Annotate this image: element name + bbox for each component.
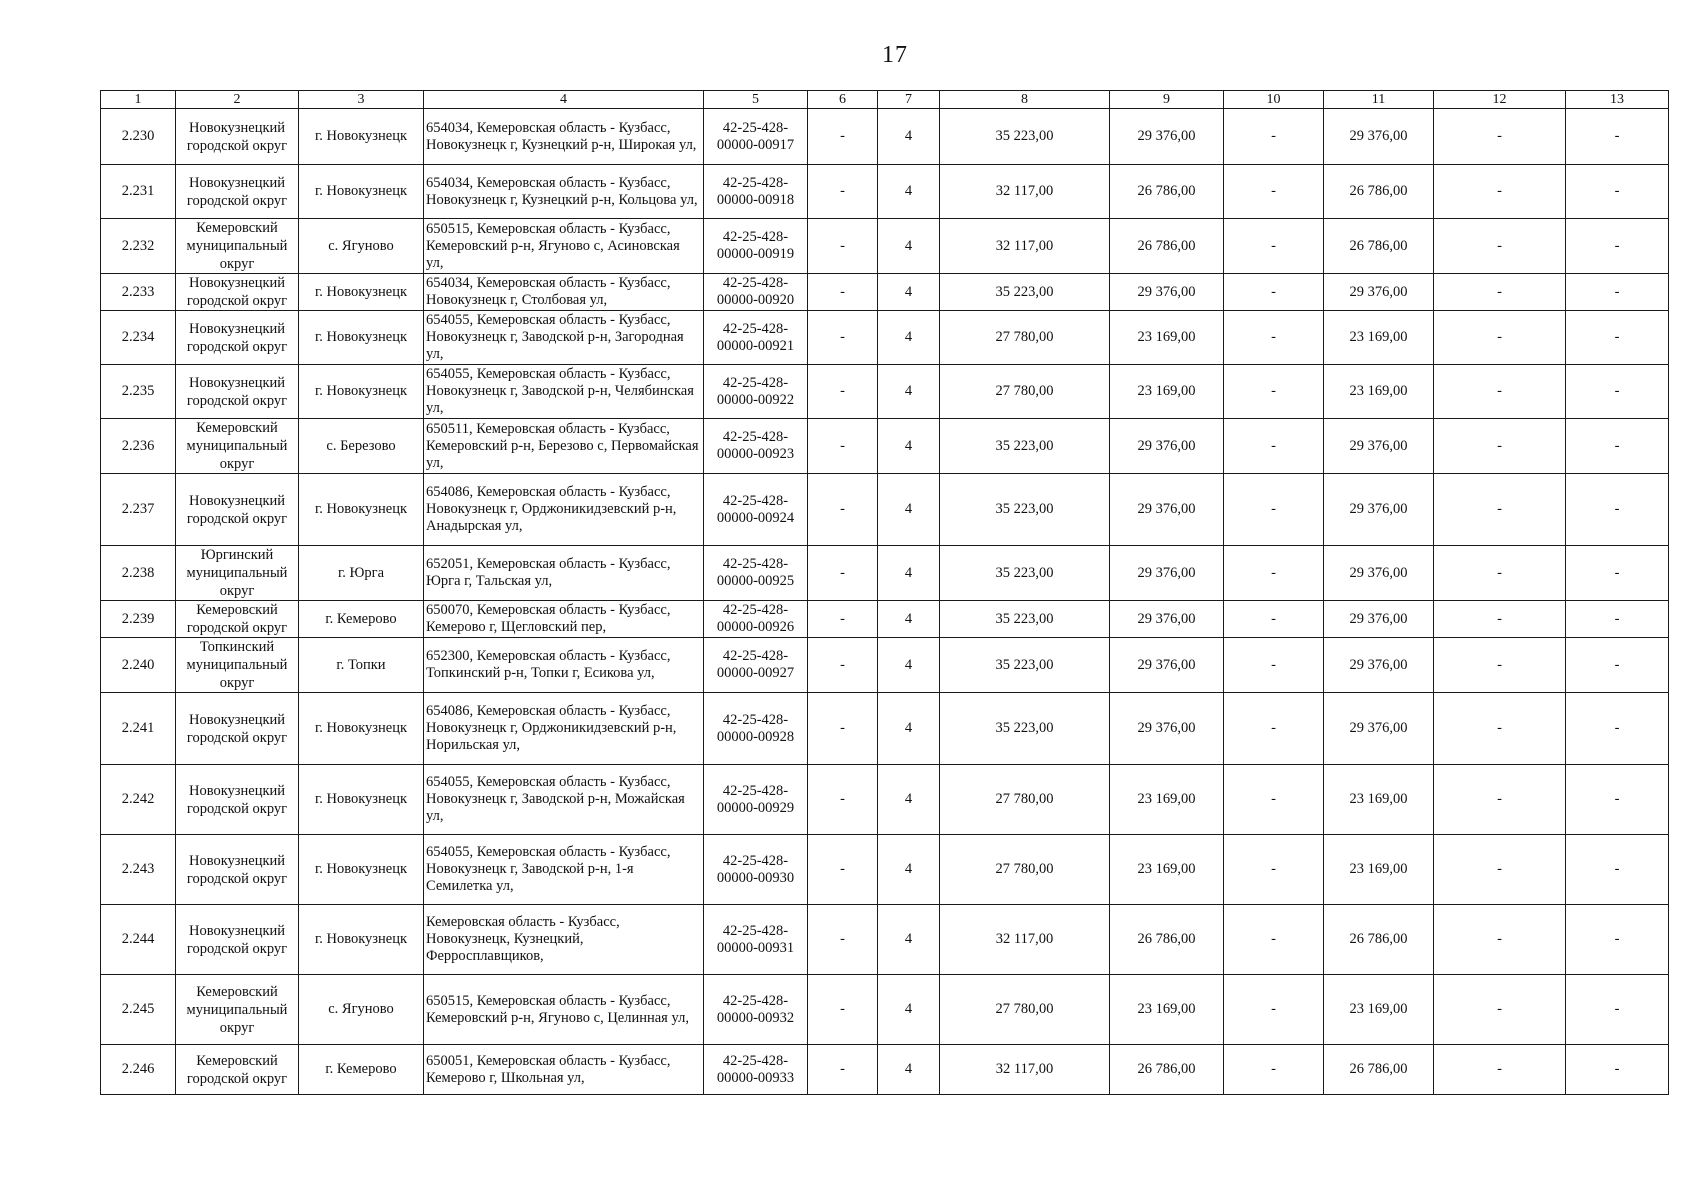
col13-cell: - (1566, 1045, 1669, 1095)
locality-cell: г. Новокузнецк (299, 765, 424, 835)
col13-cell: - (1566, 365, 1669, 419)
column-header-9: 9 (1110, 91, 1224, 109)
col8-amount-cell: 35 223,00 (940, 638, 1110, 693)
column-header-1: 1 (101, 91, 176, 109)
col10-cell: - (1224, 109, 1324, 165)
col9-amount-cell: 26 786,00 (1110, 165, 1224, 219)
col7-cell: 4 (878, 1045, 940, 1095)
code-cell: 42-25-428-00000-00933 (704, 1045, 808, 1095)
address-cell: 650070, Кемеровская область - Кузбасс, Кемерово г, Щегловский пер, (424, 601, 704, 638)
col12-cell: - (1434, 693, 1566, 765)
code-cell: 42-25-428-00000-00918 (704, 165, 808, 219)
col8-amount-cell: 35 223,00 (940, 274, 1110, 311)
locality-cell: г. Новокузнецк (299, 109, 424, 165)
row-number-cell: 2.239 (101, 601, 176, 638)
code-cell: 42-25-428-00000-00925 (704, 546, 808, 601)
table-row (101, 109, 1669, 165)
col12-cell: - (1434, 601, 1566, 638)
table-row (101, 219, 1669, 274)
address-cell: 650511, Кемеровская область - Кузбасс, Кемеровский р-н, Березово с, Первомайская ул, (424, 419, 704, 474)
col10-cell: - (1224, 975, 1324, 1045)
col8-amount-cell: 27 780,00 (940, 765, 1110, 835)
col6-cell: - (808, 835, 878, 905)
col12-cell: - (1434, 975, 1566, 1045)
col8-amount-cell: 27 780,00 (940, 835, 1110, 905)
col13-cell: - (1566, 975, 1669, 1045)
row-number-cell: 2.241 (101, 693, 176, 765)
col11-amount-cell: 23 169,00 (1324, 835, 1434, 905)
col12-cell: - (1434, 419, 1566, 474)
locality-cell: г. Новокузнецк (299, 165, 424, 219)
code-cell: 42-25-428-00000-00921 (704, 311, 808, 365)
table-row (101, 165, 1669, 219)
col11-amount-cell: 26 786,00 (1324, 1045, 1434, 1095)
col8-amount-cell: 35 223,00 (940, 693, 1110, 765)
locality-cell: г. Топки (299, 638, 424, 693)
table-row (101, 311, 1669, 365)
col8-amount-cell: 32 117,00 (940, 1045, 1110, 1095)
col10-cell: - (1224, 546, 1324, 601)
col6-cell: - (808, 109, 878, 165)
col12-cell: - (1434, 474, 1566, 546)
col7-cell: 4 (878, 638, 940, 693)
code-cell: 42-25-428-00000-00929 (704, 765, 808, 835)
col13-cell: - (1566, 165, 1669, 219)
row-number-cell: 2.232 (101, 219, 176, 274)
locality-cell: г. Кемерово (299, 601, 424, 638)
code-cell: 42-25-428-00000-00919 (704, 219, 808, 274)
col6-cell: - (808, 905, 878, 975)
row-number-cell: 2.235 (101, 365, 176, 419)
col11-amount-cell: 26 786,00 (1324, 905, 1434, 975)
col8-amount-cell: 27 780,00 (940, 975, 1110, 1045)
locality-cell: г. Новокузнецк (299, 474, 424, 546)
col6-cell: - (808, 474, 878, 546)
col12-cell: - (1434, 1045, 1566, 1095)
col11-amount-cell: 26 786,00 (1324, 219, 1434, 274)
code-cell: 42-25-428-00000-00928 (704, 693, 808, 765)
address-cell: 654086, Кемеровская область - Кузбасс, Новокузнецк г, Орджоникидзевский р-н, Анадырская ул, (424, 474, 704, 546)
locality-cell: г. Новокузнецк (299, 365, 424, 419)
address-cell: 654034, Кемеровская область - Кузбасс, Новокузнецк г, Кузнецкий р-н, Кольцова ул, (424, 165, 704, 219)
col9-amount-cell: 23 169,00 (1110, 765, 1224, 835)
col6-cell: - (808, 601, 878, 638)
col6-cell: - (808, 419, 878, 474)
col13-cell: - (1566, 638, 1669, 693)
column-header-4: 4 (424, 91, 704, 109)
col13-cell: - (1566, 274, 1669, 311)
table-row (101, 365, 1669, 419)
col8-amount-cell: 35 223,00 (940, 474, 1110, 546)
address-cell: 652300, Кемеровская область - Кузбасс, Топкинский р-н, Топки г, Есикова ул, (424, 638, 704, 693)
address-cell: 654055, Кемеровская область - Кузбасс, Новокузнецк г, Заводской р-н, 1-я Семилетка ул, (424, 835, 704, 905)
code-cell: 42-25-428-00000-00931 (704, 905, 808, 975)
district-cell: Кемеровский муниципальный округ (176, 219, 299, 274)
locality-cell: г. Новокузнецк (299, 693, 424, 765)
col9-amount-cell: 29 376,00 (1110, 274, 1224, 311)
col9-amount-cell: 29 376,00 (1110, 601, 1224, 638)
col9-amount-cell: 23 169,00 (1110, 975, 1224, 1045)
col6-cell: - (808, 365, 878, 419)
col13-cell: - (1566, 311, 1669, 365)
col7-cell: 4 (878, 219, 940, 274)
table-row (101, 835, 1669, 905)
col11-amount-cell: 29 376,00 (1324, 274, 1434, 311)
col12-cell: - (1434, 365, 1566, 419)
col8-amount-cell: 27 780,00 (940, 365, 1110, 419)
col7-cell: 4 (878, 365, 940, 419)
col13-cell: - (1566, 693, 1669, 765)
col11-amount-cell: 23 169,00 (1324, 975, 1434, 1045)
table-row (101, 546, 1669, 601)
col10-cell: - (1224, 601, 1324, 638)
col11-amount-cell: 29 376,00 (1324, 638, 1434, 693)
district-cell: Новокузнецкий городской округ (176, 165, 299, 219)
table-row (101, 975, 1669, 1045)
address-cell: 654034, Кемеровская область - Кузбасс, Новокузнецк г, Столбовая ул, (424, 274, 704, 311)
col13-cell: - (1566, 601, 1669, 638)
col10-cell: - (1224, 693, 1324, 765)
col7-cell: 4 (878, 835, 940, 905)
col11-amount-cell: 29 376,00 (1324, 109, 1434, 165)
col10-cell: - (1224, 1045, 1324, 1095)
col9-amount-cell: 26 786,00 (1110, 219, 1224, 274)
table-row (101, 638, 1669, 693)
district-cell: Новокузнецкий городской округ (176, 835, 299, 905)
address-cell: 654055, Кемеровская область - Кузбасс, Новокузнецк г, Заводской р-н, Можайская ул, (424, 765, 704, 835)
district-cell: Юргинский муниципальный округ (176, 546, 299, 601)
col12-cell: - (1434, 905, 1566, 975)
col6-cell: - (808, 274, 878, 311)
col9-amount-cell: 26 786,00 (1110, 905, 1224, 975)
col11-amount-cell: 26 786,00 (1324, 165, 1434, 219)
column-header-7: 7 (878, 91, 940, 109)
table-row (101, 1045, 1669, 1095)
registry-table (100, 90, 1669, 1095)
col12-cell: - (1434, 311, 1566, 365)
col12-cell: - (1434, 165, 1566, 219)
col8-amount-cell: 32 117,00 (940, 165, 1110, 219)
col9-amount-cell: 23 169,00 (1110, 835, 1224, 905)
address-cell: 650051, Кемеровская область - Кузбасс, Кемерово г, Школьная ул, (424, 1045, 704, 1095)
col10-cell: - (1224, 219, 1324, 274)
col13-cell: - (1566, 546, 1669, 601)
code-cell: 42-25-428-00000-00930 (704, 835, 808, 905)
col13-cell: - (1566, 419, 1669, 474)
address-cell: 654055, Кемеровская область - Кузбасс, Новокузнецк г, Заводской р-н, Загородная ул, (424, 311, 704, 365)
address-cell: 652051, Кемеровская область - Кузбасс, Юрга г, Тальская ул, (424, 546, 704, 601)
col13-cell: - (1566, 474, 1669, 546)
col9-amount-cell: 29 376,00 (1110, 638, 1224, 693)
table-row (101, 905, 1669, 975)
col13-cell: - (1566, 109, 1669, 165)
col7-cell: 4 (878, 905, 940, 975)
locality-cell: с. Ягуново (299, 975, 424, 1045)
row-number-cell: 2.243 (101, 835, 176, 905)
col10-cell: - (1224, 365, 1324, 419)
column-header-11: 11 (1324, 91, 1434, 109)
row-number-cell: 2.242 (101, 765, 176, 835)
col9-amount-cell: 23 169,00 (1110, 365, 1224, 419)
col11-amount-cell: 29 376,00 (1324, 601, 1434, 638)
district-cell: Кемеровский городской округ (176, 1045, 299, 1095)
col13-cell: - (1566, 219, 1669, 274)
col7-cell: 4 (878, 419, 940, 474)
code-cell: 42-25-428-00000-00926 (704, 601, 808, 638)
column-header-2: 2 (176, 91, 299, 109)
code-cell: 42-25-428-00000-00922 (704, 365, 808, 419)
col11-amount-cell: 23 169,00 (1324, 365, 1434, 419)
col8-amount-cell: 35 223,00 (940, 419, 1110, 474)
col7-cell: 4 (878, 311, 940, 365)
code-cell: 42-25-428-00000-00927 (704, 638, 808, 693)
row-number-cell: 2.234 (101, 311, 176, 365)
code-cell: 42-25-428-00000-00923 (704, 419, 808, 474)
district-cell: Новокузнецкий городской округ (176, 109, 299, 165)
col10-cell: - (1224, 419, 1324, 474)
table-row (101, 765, 1669, 835)
col10-cell: - (1224, 165, 1324, 219)
col9-amount-cell: 29 376,00 (1110, 109, 1224, 165)
col11-amount-cell: 29 376,00 (1324, 474, 1434, 546)
col7-cell: 4 (878, 765, 940, 835)
col6-cell: - (808, 1045, 878, 1095)
table-body (101, 109, 1669, 1095)
col12-cell: - (1434, 546, 1566, 601)
col6-cell: - (808, 311, 878, 365)
column-header-6: 6 (808, 91, 878, 109)
col8-amount-cell: 35 223,00 (940, 546, 1110, 601)
col7-cell: 4 (878, 474, 940, 546)
col8-amount-cell: 32 117,00 (940, 219, 1110, 274)
district-cell: Кемеровский муниципальный округ (176, 419, 299, 474)
col6-cell: - (808, 765, 878, 835)
col6-cell: - (808, 546, 878, 601)
locality-cell: с. Березово (299, 419, 424, 474)
col7-cell: 4 (878, 165, 940, 219)
col9-amount-cell: 29 376,00 (1110, 419, 1224, 474)
row-number-cell: 2.230 (101, 109, 176, 165)
locality-cell: г. Кемерово (299, 1045, 424, 1095)
row-number-cell: 2.245 (101, 975, 176, 1045)
col11-amount-cell: 29 376,00 (1324, 419, 1434, 474)
col8-amount-cell: 35 223,00 (940, 109, 1110, 165)
row-number-cell: 2.236 (101, 419, 176, 474)
row-number-cell: 2.233 (101, 274, 176, 311)
table-row (101, 274, 1669, 311)
row-number-cell: 2.237 (101, 474, 176, 546)
address-cell: 650515, Кемеровская область - Кузбасс, Кемеровский р-н, Ягуново с, Целинная ул, (424, 975, 704, 1045)
col12-cell: - (1434, 219, 1566, 274)
col6-cell: - (808, 638, 878, 693)
column-header-8: 8 (940, 91, 1110, 109)
page-number: 17 (882, 42, 908, 68)
col9-amount-cell: 23 169,00 (1110, 311, 1224, 365)
col11-amount-cell: 23 169,00 (1324, 765, 1434, 835)
table-header (101, 91, 1669, 109)
col10-cell: - (1224, 835, 1324, 905)
header-row (101, 91, 1669, 109)
col11-amount-cell: 29 376,00 (1324, 546, 1434, 601)
column-header-13: 13 (1566, 91, 1669, 109)
col13-cell: - (1566, 835, 1669, 905)
district-cell: Новокузнецкий городской округ (176, 905, 299, 975)
col10-cell: - (1224, 765, 1324, 835)
district-cell: Новокузнецкий городской округ (176, 365, 299, 419)
col13-cell: - (1566, 765, 1669, 835)
district-cell: Новокузнецкий городской округ (176, 765, 299, 835)
col11-amount-cell: 29 376,00 (1324, 693, 1434, 765)
col9-amount-cell: 29 376,00 (1110, 546, 1224, 601)
col8-amount-cell: 35 223,00 (940, 601, 1110, 638)
code-cell: 42-25-428-00000-00920 (704, 274, 808, 311)
col10-cell: - (1224, 905, 1324, 975)
col10-cell: - (1224, 474, 1324, 546)
col12-cell: - (1434, 835, 1566, 905)
address-cell: Кемеровская область - Кузбасс, Новокузнецк, Кузнецкий, Ферросплавщиков, (424, 905, 704, 975)
locality-cell: г. Новокузнецк (299, 835, 424, 905)
col9-amount-cell: 29 376,00 (1110, 693, 1224, 765)
locality-cell: г. Новокузнецк (299, 905, 424, 975)
col7-cell: 4 (878, 693, 940, 765)
address-cell: 654055, Кемеровская область - Кузбасс, Новокузнецк г, Заводской р-н, Челябинская ул, (424, 365, 704, 419)
row-number-cell: 2.238 (101, 546, 176, 601)
row-number-cell: 2.231 (101, 165, 176, 219)
address-cell: 650515, Кемеровская область - Кузбасс, Кемеровский р-н, Ягуново с, Асиновская ул, (424, 219, 704, 274)
col10-cell: - (1224, 638, 1324, 693)
code-cell: 42-25-428-00000-00932 (704, 975, 808, 1045)
column-header-3: 3 (299, 91, 424, 109)
column-header-10: 10 (1224, 91, 1324, 109)
col12-cell: - (1434, 638, 1566, 693)
table-row (101, 693, 1669, 765)
col6-cell: - (808, 219, 878, 274)
col6-cell: - (808, 975, 878, 1045)
address-cell: 654086, Кемеровская область - Кузбасс, Новокузнецк г, Орджоникидзевский р-н, Норильская ул, (424, 693, 704, 765)
col7-cell: 4 (878, 601, 940, 638)
col13-cell: - (1566, 905, 1669, 975)
district-cell: Новокузнецкий городской округ (176, 474, 299, 546)
column-header-5: 5 (704, 91, 808, 109)
col9-amount-cell: 29 376,00 (1110, 474, 1224, 546)
col11-amount-cell: 23 169,00 (1324, 311, 1434, 365)
col10-cell: - (1224, 274, 1324, 311)
code-cell: 42-25-428-00000-00924 (704, 474, 808, 546)
col12-cell: - (1434, 274, 1566, 311)
col12-cell: - (1434, 109, 1566, 165)
col12-cell: - (1434, 765, 1566, 835)
locality-cell: г. Новокузнецк (299, 311, 424, 365)
district-cell: Новокузнецкий городской округ (176, 693, 299, 765)
district-cell: Новокузнецкий городской округ (176, 274, 299, 311)
district-cell: Кемеровский муниципальный округ (176, 975, 299, 1045)
table-row (101, 419, 1669, 474)
district-cell: Кемеровский городской округ (176, 601, 299, 638)
code-cell: 42-25-428-00000-00917 (704, 109, 808, 165)
row-number-cell: 2.244 (101, 905, 176, 975)
locality-cell: г. Новокузнецк (299, 274, 424, 311)
district-cell: Новокузнецкий городской округ (176, 311, 299, 365)
column-header-12: 12 (1434, 91, 1566, 109)
col7-cell: 4 (878, 274, 940, 311)
col7-cell: 4 (878, 546, 940, 601)
district-cell: Топкинский муниципальный округ (176, 638, 299, 693)
locality-cell: с. Ягуново (299, 219, 424, 274)
table-row (101, 474, 1669, 546)
table-row (101, 601, 1669, 638)
locality-cell: г. Юрга (299, 546, 424, 601)
row-number-cell: 2.246 (101, 1045, 176, 1095)
address-cell: 654034, Кемеровская область - Кузбасс, Новокузнецк г, Кузнецкий р-н, Широкая ул, (424, 109, 704, 165)
col8-amount-cell: 27 780,00 (940, 311, 1110, 365)
col7-cell: 4 (878, 109, 940, 165)
col6-cell: - (808, 165, 878, 219)
col9-amount-cell: 26 786,00 (1110, 1045, 1224, 1095)
row-number-cell: 2.240 (101, 638, 176, 693)
col7-cell: 4 (878, 975, 940, 1045)
col8-amount-cell: 32 117,00 (940, 905, 1110, 975)
col6-cell: - (808, 693, 878, 765)
col10-cell: - (1224, 311, 1324, 365)
